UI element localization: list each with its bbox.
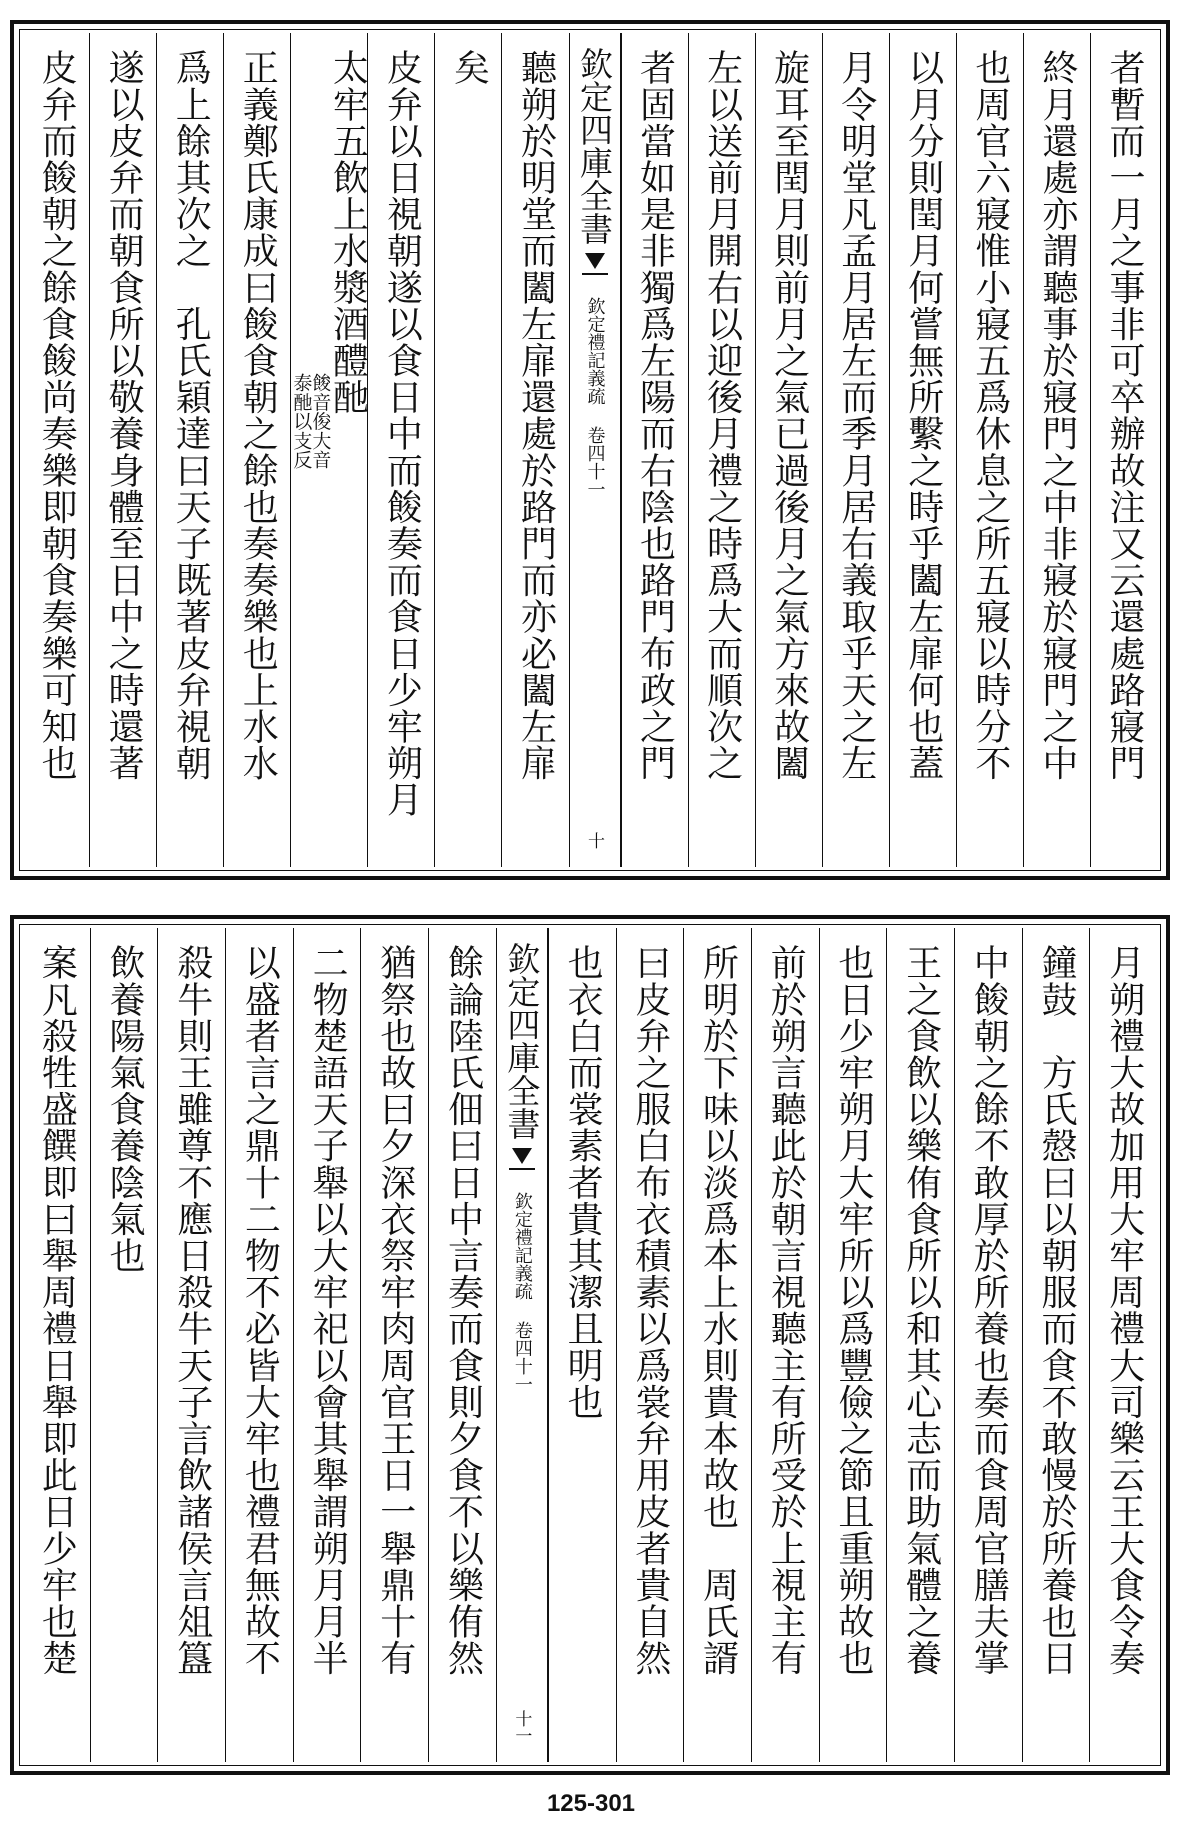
text-column <box>621 33 688 867</box>
text-column <box>223 33 290 867</box>
text-column <box>751 928 819 1762</box>
volume-label: 欽定禮記義疏 卷四十一 <box>584 297 606 498</box>
column-text: 殺牛則王雖尊不應日殺牛天子言飲諸侯言俎簋 <box>171 944 213 1676</box>
text-column <box>501 33 568 867</box>
column-text: 也日少牢朔月大牢所以爲豐儉之節且重朔故也 <box>832 944 874 1676</box>
column-text: 遂以皮弁而朝食所以敬養身體至日中之時還著 <box>103 49 145 781</box>
text-column <box>1089 928 1157 1762</box>
text-column <box>1090 33 1157 867</box>
column-text: 爲上餘其次之 孔氏穎達曰天子既著皮弁視朝 <box>170 49 212 781</box>
column-text: 月朔禮大故加用大牢周禮大司樂云王大食令奏 <box>1103 944 1145 1676</box>
column-text: 鐘鼓 方氏慤曰以朝服而食不敢慢於所養也日 <box>1035 944 1077 1676</box>
column-text: 所明於下味以淡爲本上水則貴本故也 周氏諝 <box>697 944 739 1676</box>
text-column <box>755 33 822 867</box>
bottom-columns <box>23 928 1157 1762</box>
text-column <box>616 928 684 1762</box>
column-text: 矣 <box>448 49 490 86</box>
column-text: 王之食飲以樂侑食所以和其心志而助氣體之養 <box>900 944 942 1676</box>
text-column <box>889 33 956 867</box>
top-columns <box>23 33 1157 867</box>
book-title: 欽定四庫全書 <box>502 942 542 1140</box>
column-text: 終月還處亦謂聽事於寢門之中非寢於寢門之中 <box>1036 49 1078 781</box>
column-text: 猶祭也故曰夕深衣祭牢肉周官王日一舉鼎十有 <box>374 944 416 1676</box>
column-text: 月令明堂凡孟月居左而季月居右義取乎天之左 <box>835 49 877 781</box>
column-text: 也周官六寢惟小寢五爲休息之所五寢以時分不 <box>969 49 1011 781</box>
text-column <box>293 928 361 1762</box>
column-text: 也衣白而裳素者貴其潔且明也 <box>562 944 604 1420</box>
folio-number: 十 <box>584 832 604 849</box>
bottom-page <box>10 915 1170 1775</box>
note-line: 餕音俊大音 <box>309 373 332 469</box>
top-page <box>10 20 1170 880</box>
text-column <box>434 33 501 867</box>
text-column <box>956 33 1023 867</box>
book-title: 欽定四庫全書 <box>575 47 614 245</box>
text-column <box>225 928 293 1762</box>
volume-label: 欽定禮記義疏 卷四十一 <box>511 1192 533 1393</box>
text-column <box>367 33 434 867</box>
text-column <box>819 928 887 1762</box>
text-column <box>822 33 889 867</box>
text-column <box>886 928 954 1762</box>
column-text: 皮弁以日視朝遂以食日中而餕奏而食日少牢朔月 <box>381 49 423 818</box>
text-column-mixed <box>290 33 367 867</box>
text-column <box>1022 928 1090 1762</box>
column-text: 前於朔言聽此於朝言視聽主有所受於上視主有 <box>765 944 807 1676</box>
fishtail-mark-icon <box>509 1148 535 1178</box>
text-column <box>954 928 1022 1762</box>
column-text: 太牢五飲上水漿酒醴酏 <box>327 49 369 415</box>
column-text: 左以送前月開右以迎後月禮之時爲大而順次之 <box>701 49 743 781</box>
column-text: 中餕朝之餘不敢厚於所養也奏而食周官膳夫掌 <box>968 944 1010 1676</box>
text-column <box>157 928 225 1762</box>
column-text: 旋耳至閏月則前月之氣已過後月之氣方來故闔 <box>768 49 810 781</box>
text-column <box>23 33 89 867</box>
text-column <box>428 928 496 1762</box>
text-column <box>683 928 751 1762</box>
column-text: 以盛者言之鼎十二物不必皆大牢也禮君無故不 <box>239 944 281 1676</box>
small-note <box>290 373 332 469</box>
center-fold <box>569 33 621 867</box>
center-fold <box>496 928 548 1762</box>
column-text: 二物楚語天子舉以大牢祀以會其舉謂朔月月半 <box>307 944 349 1676</box>
text-column <box>688 33 755 867</box>
page-footer-number: 125-301 <box>546 1790 636 1817</box>
column-text: 以月分則閏月何嘗無所繫之時乎闔左扉何也蓋 <box>902 49 944 781</box>
column-text: 案凡殺牲盛饌即曰舉周禮日舉即此日少牢也楚 <box>36 944 78 1676</box>
text-column <box>90 928 158 1762</box>
column-text: 曰皮弁之服白布衣積素以爲裳弁用皮者貴自然 <box>629 944 671 1676</box>
text-column <box>89 33 156 867</box>
column-text: 餘論陸氏佃曰日中言奏而食則夕食不以樂侑然 <box>442 944 484 1676</box>
text-column <box>1023 33 1090 867</box>
folio-number: 十一 <box>511 1710 532 1744</box>
column-text: 皮弁而餕朝之餘食餕尚奏樂即朝食奏樂可知也 <box>36 49 78 781</box>
text-column <box>23 928 90 1762</box>
column-text: 者暫而一月之事非可卒辦故注又云還處路寢門 <box>1103 49 1145 781</box>
note-line: 泰酏以支反 <box>290 373 313 469</box>
column-text: 正義鄭氏康成曰餕食朝之餘也奏奏樂也上水水 <box>237 49 279 781</box>
text-column <box>360 928 428 1762</box>
column-text: 飲養陽氣食養陰氣也 <box>104 944 146 1274</box>
fishtail-mark-icon <box>582 253 608 283</box>
text-column <box>156 33 223 867</box>
column-text: 者固當如是非獨爲左陽而右陰也路門布政之門 <box>634 49 676 781</box>
column-text: 聽朔於明堂而闔左扉還處於路門而亦必闔左扉 <box>515 49 557 781</box>
text-column <box>548 928 616 1762</box>
